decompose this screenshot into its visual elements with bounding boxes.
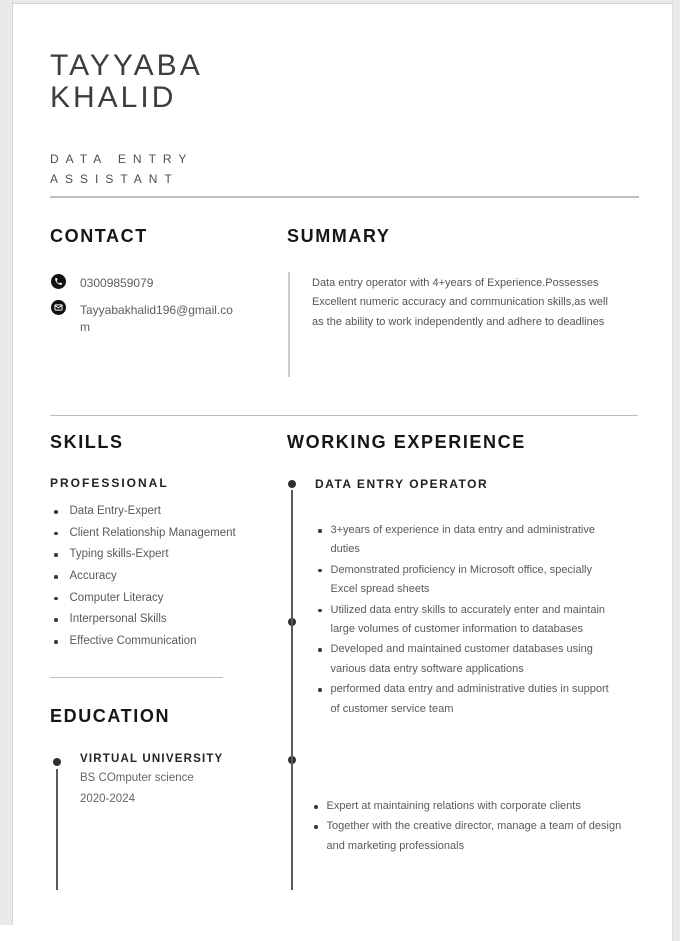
timeline-line (56, 769, 58, 890)
skills-heading: SKILLS (50, 432, 124, 452)
experience-bullet-text: Expert at maintaining relations with corporate clients (326, 800, 581, 812)
experience-bullet (318, 561, 620, 600)
bullet-dot (318, 688, 322, 692)
skill-item (52, 592, 292, 605)
experience-bullet-text: 3+years of experience in data entry and administrative duties (330, 524, 595, 556)
summary-text: Data entry operator with 4+years of Experience.Possesses Excellent numeric accuracy and communication skills,as well as the ability to work independently and adhere to deadlines (312, 277, 608, 328)
envelope-icon (51, 300, 66, 315)
bullet-dot (54, 553, 58, 557)
skill-label: Data Entry-Expert (69, 505, 161, 517)
skill-label: Client Relationship Management (69, 526, 236, 539)
outer-background-top (0, 0, 680, 4)
bullet-dot (318, 529, 322, 533)
email-address: Tayyabakhalid196@gmail.com (80, 303, 233, 334)
skill-item (52, 548, 292, 561)
experience-bullet-text: performed data entry and administrative duties in support of customer service team (330, 683, 609, 715)
header-divider (50, 196, 639, 198)
bullet-dot (54, 532, 58, 536)
experience-job-title: DATA ENTRY OPERATOR (315, 477, 489, 491)
bullet-dot (54, 618, 58, 622)
skill-label: Accuracy (69, 570, 117, 583)
experience-bullet-text: Utilized data entry skills to accurately enter and maintain large volumes of customer information to databases (330, 603, 606, 636)
contact-heading: CONTACT (50, 226, 148, 246)
experience-bullet (318, 680, 620, 719)
experience-bullets-secondary (314, 797, 630, 857)
scrollbar-track[interactable] (672, 0, 680, 941)
skill-item (52, 613, 292, 626)
timeline-line (291, 490, 293, 890)
job-role-subtitle: DATA ENTRY ASSISTANT (50, 152, 194, 186)
experience-bullet (318, 521, 620, 560)
experience-heading: WORKING EXPERIENCE (287, 432, 526, 452)
skills-list (52, 505, 292, 657)
skill-label: Computer Literacy (69, 591, 164, 604)
skill-item (52, 570, 292, 583)
education-years: 2020-2024 (80, 793, 135, 805)
skill-item (52, 635, 292, 648)
bullet-dot (314, 825, 318, 829)
education-degree: BS COmputer science (80, 772, 194, 784)
timeline-dot (53, 758, 61, 766)
skill-item (52, 527, 292, 540)
experience-bullet (314, 797, 630, 816)
experience-bullet-text: Together with the creative director, manage a team of design and marketing professionals (326, 820, 622, 852)
person-name: TAYYABA KHALID (50, 49, 202, 114)
experience-bullet (318, 640, 620, 679)
bullet-dot (318, 569, 322, 573)
experience-bullet (314, 817, 630, 856)
experience-bullet-text: Demonstrated proficiency in Microsoft office, specially Excel spread sheets (330, 563, 592, 596)
education-divider (50, 677, 223, 678)
outer-background-left (0, 0, 13, 925)
experience-bullets-primary (318, 521, 620, 720)
phone-icon (51, 274, 66, 289)
bullet-dot (54, 597, 58, 601)
education-heading: EDUCATION (50, 706, 171, 726)
bullet-dot (54, 575, 58, 579)
experience-bullet-text: Developed and maintained customer databases using various data entry software applications (330, 643, 593, 675)
bullet-dot (318, 609, 322, 613)
timeline-dot (288, 480, 296, 488)
skill-label: Typing skills-Expert (69, 548, 169, 561)
education-school: VIRTUAL UNIVERSITY (80, 753, 224, 765)
bullet-dot (314, 805, 318, 809)
summary-heading: SUMMARY (287, 226, 391, 246)
skills-category: PROFESSIONAL (50, 476, 169, 490)
experience-bullet (318, 601, 620, 640)
bullet-dot (54, 640, 58, 644)
bullet-dot (54, 510, 58, 514)
skill-label: Interpersonal Skills (69, 613, 167, 626)
skill-label: Effective Communication (69, 635, 197, 648)
skill-item (52, 505, 292, 518)
summary-accent-bar (288, 272, 290, 377)
section-divider (50, 415, 638, 416)
bullet-dot (318, 648, 322, 652)
phone-number: 03009859079 (80, 276, 154, 290)
